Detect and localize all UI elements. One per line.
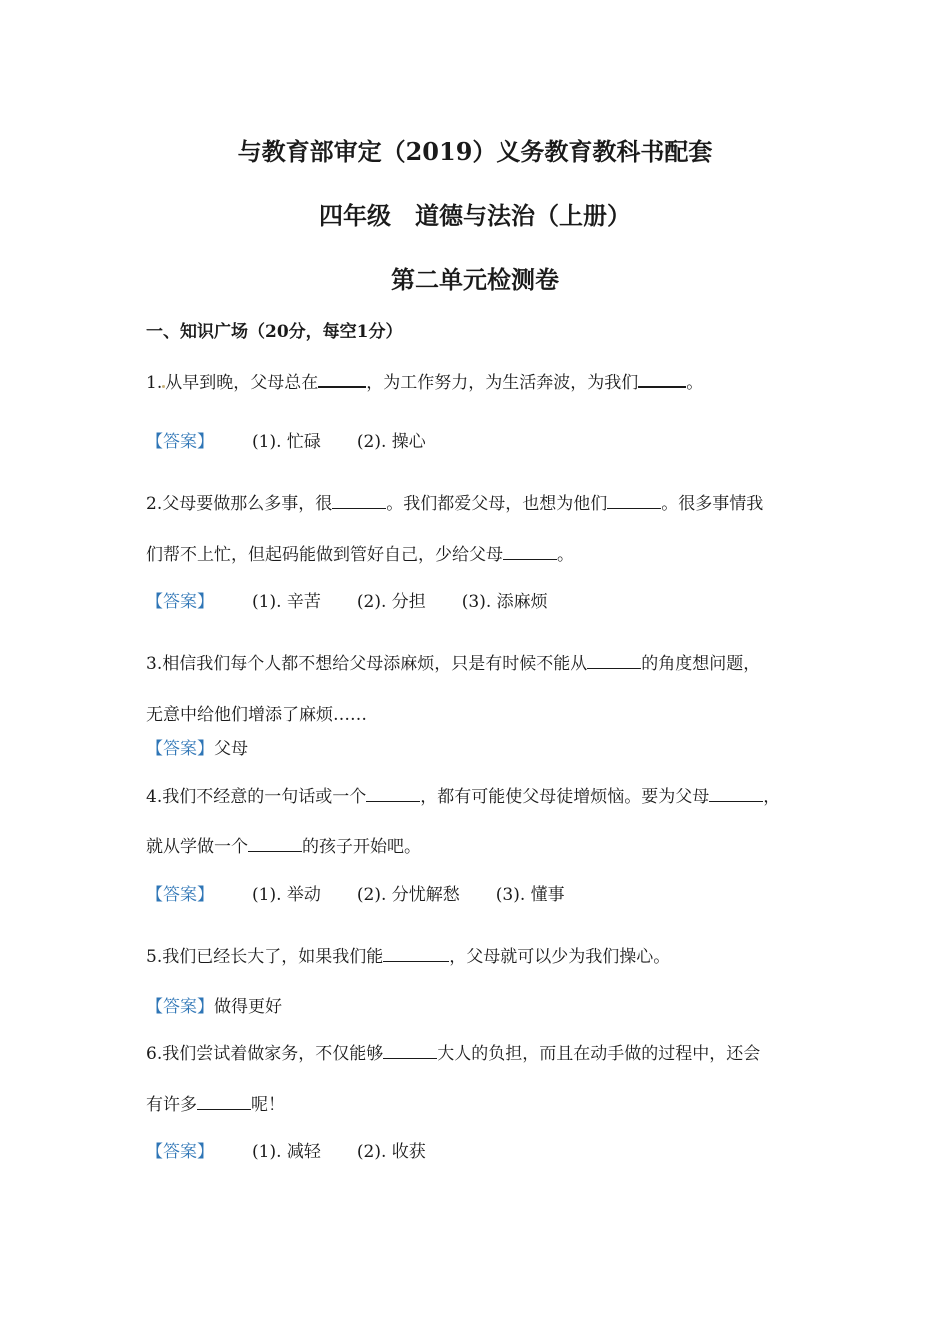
question-2-line2: 们帮不上忙，但起码能做到管好自己，少给父母 。 [146, 545, 574, 565]
answer-label: 【答案】 [146, 592, 214, 612]
question-4-line2: 就从学做一个 的孩子开始吧。 [146, 837, 421, 857]
answer-label: 【答案】 [146, 739, 214, 759]
answer-item: (2). 操心 [356, 432, 426, 452]
answer-item: (1). 忙碌 [252, 432, 321, 452]
blank [383, 945, 449, 962]
answer-1 [146, 430, 426, 454]
answer-item: (2). 收获 [356, 1142, 426, 1162]
blank [638, 370, 686, 388]
question-5: 5.我们已经长大了，如果我们能 ，父母就可以少为我们操心。 [146, 947, 671, 967]
answer-6 [146, 1140, 426, 1164]
blank [709, 785, 763, 802]
answer-item: (1). 减轻 [252, 1142, 321, 1162]
doc-title-line3: 第二单元检测卷 [391, 265, 559, 294]
answer-4 [146, 883, 565, 907]
answer-label: 【答案】 [146, 997, 214, 1017]
question-3-line2: 无意中给他们增添了麻烦…… [146, 705, 367, 725]
blank [587, 652, 641, 669]
question-2-line1: 2.父母要做那么多事，很 。我们都爱父母，也想为他们 。很多事情我 [146, 494, 764, 514]
blank [366, 785, 420, 802]
answer-item: (2). 分担 [356, 592, 426, 612]
blank [332, 492, 386, 509]
blank [248, 835, 302, 852]
question-4-line1: 4.我们不经意的一句话或一个 ，都有可能使父母徒增烦恼。要为父母 ， [146, 787, 781, 807]
answer-item: (3). 懂事 [495, 885, 565, 905]
question-6-line1: 6.我们尝试着做家务，不仅能够 大人的负担，而且在动手做的过程中，还会 [146, 1044, 761, 1064]
question-number: 1. [146, 373, 163, 393]
blank [318, 370, 366, 388]
answer-item: 父母 [214, 739, 248, 759]
answer-item: (2). 分忧解愁 [356, 885, 460, 905]
answer-2 [146, 590, 548, 614]
answer-label: 【答案】 [146, 432, 214, 452]
question-1: 1. 从早到晚，父母总在 ，为工作努力，为生活奔波，为我们 。 [146, 370, 703, 395]
answer-3 [146, 737, 248, 761]
blank [607, 492, 661, 509]
answer-label: 【答案】 [146, 1142, 214, 1162]
answer-item: (1). 辛苦 [252, 592, 321, 612]
answer-label: 【答案】 [146, 885, 214, 905]
blank [197, 1093, 251, 1110]
section-heading: 一、知识广场（20分，每空1分） [146, 322, 403, 342]
question-6-line2: 有许多 呢！ [146, 1095, 285, 1115]
doc-title-line1: 与教育部审定（2019）义务教育教科书配套 [237, 137, 713, 166]
answer-5 [146, 995, 282, 1019]
answer-item: (1). 举动 [252, 885, 321, 905]
blank [383, 1042, 437, 1059]
doc-title-line2: 四年级 道德与法治（上册） [319, 201, 631, 230]
answer-item: 做得更好 [214, 997, 282, 1017]
answer-item: (3). 添麻烦 [461, 592, 548, 612]
blank [503, 543, 557, 560]
question-3-line1: 3.相信我们每个人都不想给父母添麻烦，只是有时候不能从 的角度想问题， [146, 654, 761, 674]
